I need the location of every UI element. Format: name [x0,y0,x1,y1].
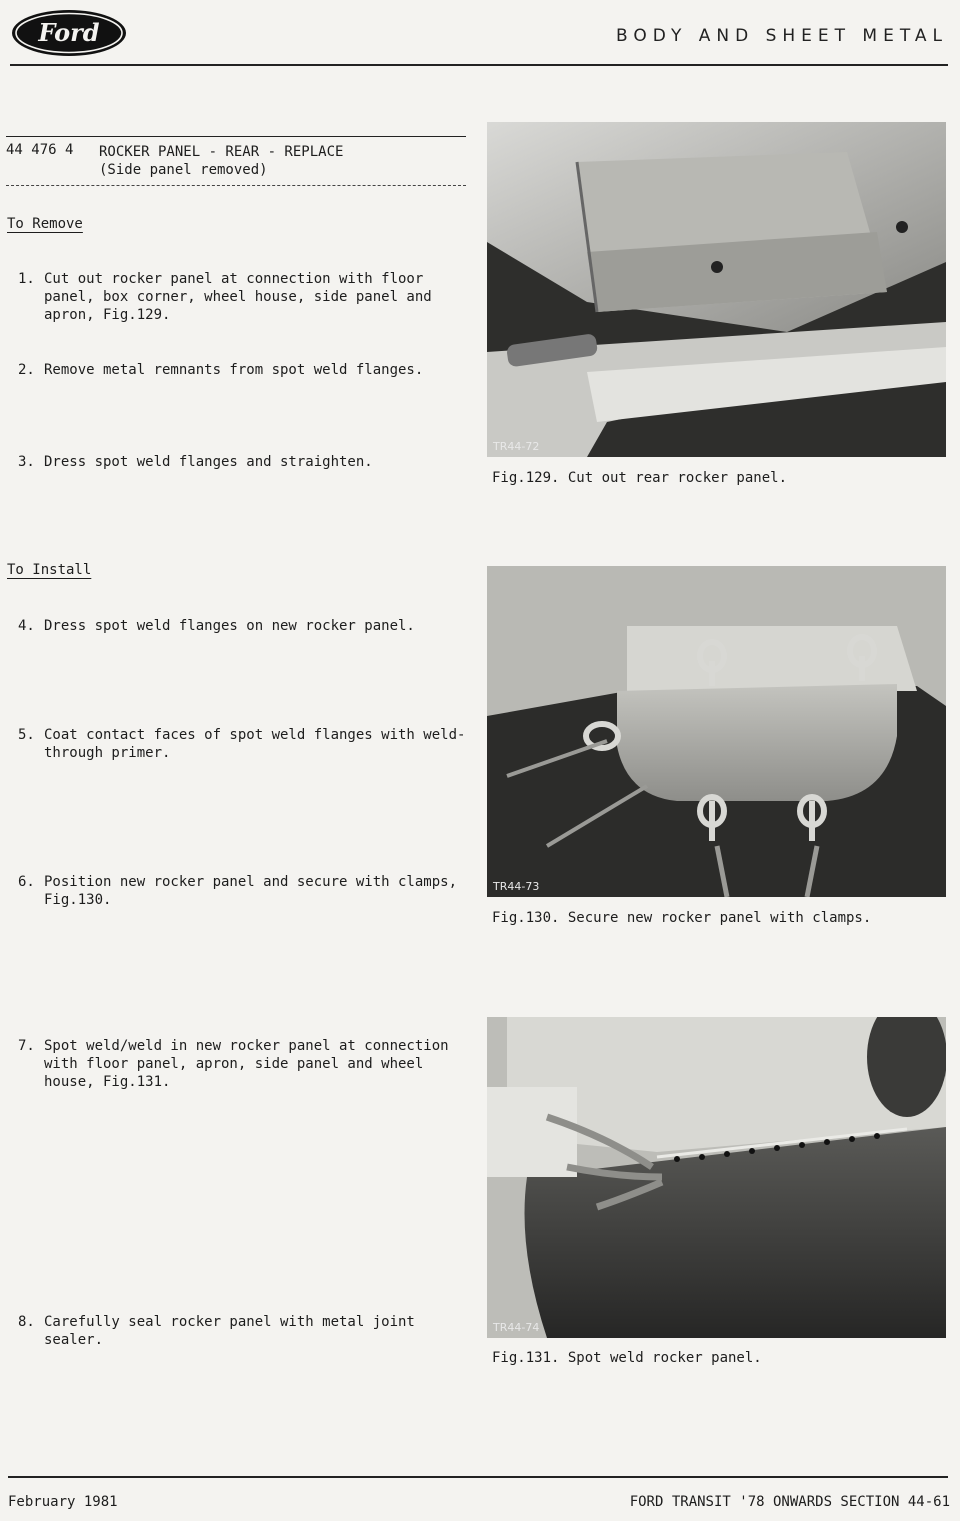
figure-tag: TR44-74 [493,1321,540,1334]
header-rule [10,64,948,66]
figure-129-photo [487,122,946,457]
figure-tag: TR44-72 [493,440,540,453]
step-text: Cut out rocker panel at connection with floor panel, box corner, wheel house, side panel and apron, Fig.129. [44,271,432,323]
step-8 [18,1313,468,1349]
footer-section-label: FORD TRANSIT '78 ONWARDS SECTION 44-61 [629,1494,950,1510]
figure-131-photo [487,1017,946,1338]
step-4 [18,617,468,635]
step-number: 4. [18,618,35,634]
figure-130-caption: Fig.130. Secure new rocker panel with clamps. [492,910,872,926]
procedure-title-box [6,136,466,186]
figure-131-caption: Fig.131. Spot weld rocker panel. [492,1350,762,1366]
figure-129-caption: Fig.129. Cut out rear rocker panel. [492,470,788,486]
step-number: 6. [18,874,35,890]
step-text: Position new rocker panel and secure with clamps, Fig.130. [44,874,458,908]
figure-130-photo [487,566,946,897]
step-number: 8. [18,1314,35,1330]
step-number: 3. [18,454,35,470]
step-text: Spot weld/weld in new rocker panel at connection with floor panel, apron, side panel and wheel house, Fig.131. [44,1038,449,1090]
step-1 [18,270,468,324]
procedure-code: 44 476 4 [6,142,74,158]
footer-rule [8,1476,948,1478]
section-heading-install: To Install [7,562,92,578]
step-6 [18,873,468,909]
section-heading-remove: To Remove [7,216,83,232]
step-5 [18,726,468,762]
step-3 [18,453,468,471]
step-2 [18,361,468,379]
figure-tag: TR44-73 [493,880,540,893]
step-text: Carefully seal rocker panel with metal joint sealer. [44,1314,415,1348]
step-text: Coat contact faces of spot weld flanges with weld-through primer. [44,727,466,761]
ford-logo [10,8,128,58]
step-number: 7. [18,1038,35,1054]
step-7 [18,1037,468,1091]
page-header-title: BODY AND SHEET METAL [616,26,948,46]
footer-date: February 1981 [8,1494,118,1510]
step-text: Dress spot weld flanges on new rocker panel. [44,618,415,634]
step-number: 1. [18,271,35,287]
step-text: Remove metal remnants from spot weld flanges. [44,362,424,378]
procedure-title: ROCKER PANEL - REAR - REPLACE (Side panel removed) [99,144,344,178]
step-text: Dress spot weld flanges and straighten. [44,454,373,470]
ford-logo-text: Ford [38,18,100,47]
step-number: 5. [18,727,35,743]
step-number: 2. [18,362,35,378]
